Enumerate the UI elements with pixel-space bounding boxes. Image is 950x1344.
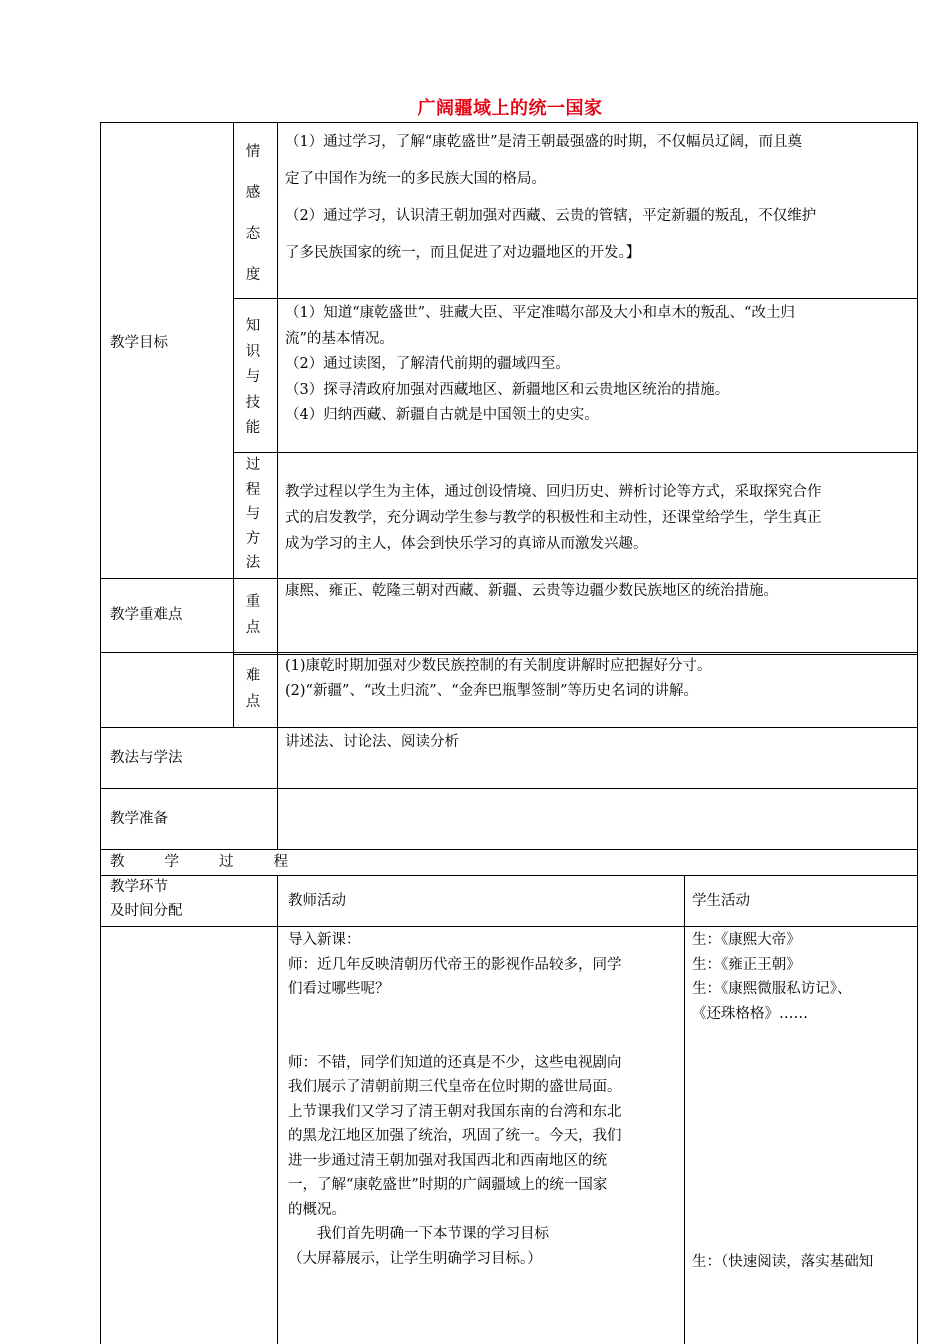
prep-label: 教学准备 [110, 811, 168, 827]
teacher-activity [288, 928, 622, 1271]
teacher-line: 我们首先明确一下本节课的学习目标 [288, 1226, 549, 1242]
methods-label: 教法与学法 [110, 750, 183, 766]
teacher-line: 进一步通过清王朝加强对我国西北和西南地区的统 [288, 1152, 607, 1169]
difficulty-label: 难 点 [245, 668, 261, 710]
teacher-line [288, 1026, 622, 1051]
student-column-header: 学生活动 [692, 893, 750, 909]
teacher-line: 师：不错，同学们知道的还真是不少，这些电视剧向 [288, 1054, 622, 1071]
process-label: 过 程 与 方 法 [245, 457, 261, 571]
teacher-line: （大屏幕展示，让学生明确学习目标。） [288, 1250, 542, 1267]
process-text: 教学过程以学生为主体，通过创设情境、回归历史、辨析讨论等方式，采取探究合作 式的启发教学，充分调动学生参与教学的积极性和主动性，还课堂给学生，学生真正 成为学习的主人，体会到快乐学习的真谛从而激发兴趣。 [285, 484, 822, 552]
teacher-line: 师：近几年反映清朝历代帝王的影视作品较多，同学 [288, 956, 622, 973]
knowledge-label: 知 识 与 技 能 [245, 318, 261, 436]
teacher-line: 一，了解“康乾盛世”时期的广阔疆域上的统一国家 [288, 1177, 608, 1193]
student-line: 生：《雍正王朝》 [692, 956, 801, 973]
teacher-line: 上节课我们又学习了清王朝对我国东南的台湾和东北 [288, 1103, 622, 1120]
focus-label: 重 点 [245, 594, 261, 636]
difficulty-text: (1)康乾时期加强对少数民族控制的有关制度讲解时应把握好分寸。 (2)“新疆”、“改土归流”、“金奔巴瓶掣签制”等历史名词的讲解。 [285, 658, 712, 699]
goals-label: 教学目标 [110, 335, 168, 351]
teacher-line: 导入新课： [288, 932, 361, 948]
focus-text: 康熙、雍正、乾隆三朝对西藏、新疆、云贵等边疆少数民族地区的统治措施。 [285, 583, 778, 599]
knowledge-text: （1）知道“康乾盛世”、驻藏大臣、平定准噶尔部及大小和卓木的叛乱、“改土归 流”的基本情况。 （2）通过读图，了解清代前期的疆域四至。 （3）探寻清政府加强对西藏地区、新疆地区和云贵地区统治的措施。 （4）归纳西藏、新疆自古就是中国领土的史实。 [285, 305, 795, 423]
keypoints-label: 教学重难点 [110, 607, 183, 623]
teacher-line: 的黑龙江地区加强了统治，巩固了统一。今天，我们 [288, 1128, 622, 1144]
teacher-line: 的概况。 [288, 1201, 346, 1218]
teacher-line: 们看过哪些呢？ [288, 981, 390, 997]
teacher-column-header: 教师活动 [288, 893, 346, 909]
student-line: 生：《康熙微服私访记》、 [692, 981, 852, 997]
teacher-line: 我们展示了清朝前期三代皇帝在位时期的盛世局面。 [288, 1079, 622, 1095]
process-header: 教 学 过 程 [110, 854, 288, 870]
student-line: 生：《康熙大帝》 [692, 932, 801, 948]
student-line: 《还珠格格》…… [692, 1005, 808, 1022]
methods-text: 讲述法、讨论法、阅读分析 [285, 734, 459, 750]
student-line: 生：（快速阅读，落实基础知 [692, 1254, 874, 1270]
page-title: 广阔疆域上的统一国家 [417, 98, 603, 119]
student-activity [692, 928, 852, 1026]
teacher-line [288, 1002, 622, 1027]
emotion-label: 情 感 态 度 [245, 144, 261, 283]
emotion-text: （1）通过学习，了解“康乾盛世”是清王朝最强盛的时期，不仅幅员辽阔，而且奠 定了中国作为统一的多民族大国的格局。 （2）通过学习，认识清王朝加强对西藏、云贵的管辖，平定新疆的叛乱，不仅维护 了多民族国家的统一，而且促进了对边疆地区的开发。】 [285, 134, 817, 261]
stage-column-header: 教学环节 及时间分配 [110, 879, 183, 919]
